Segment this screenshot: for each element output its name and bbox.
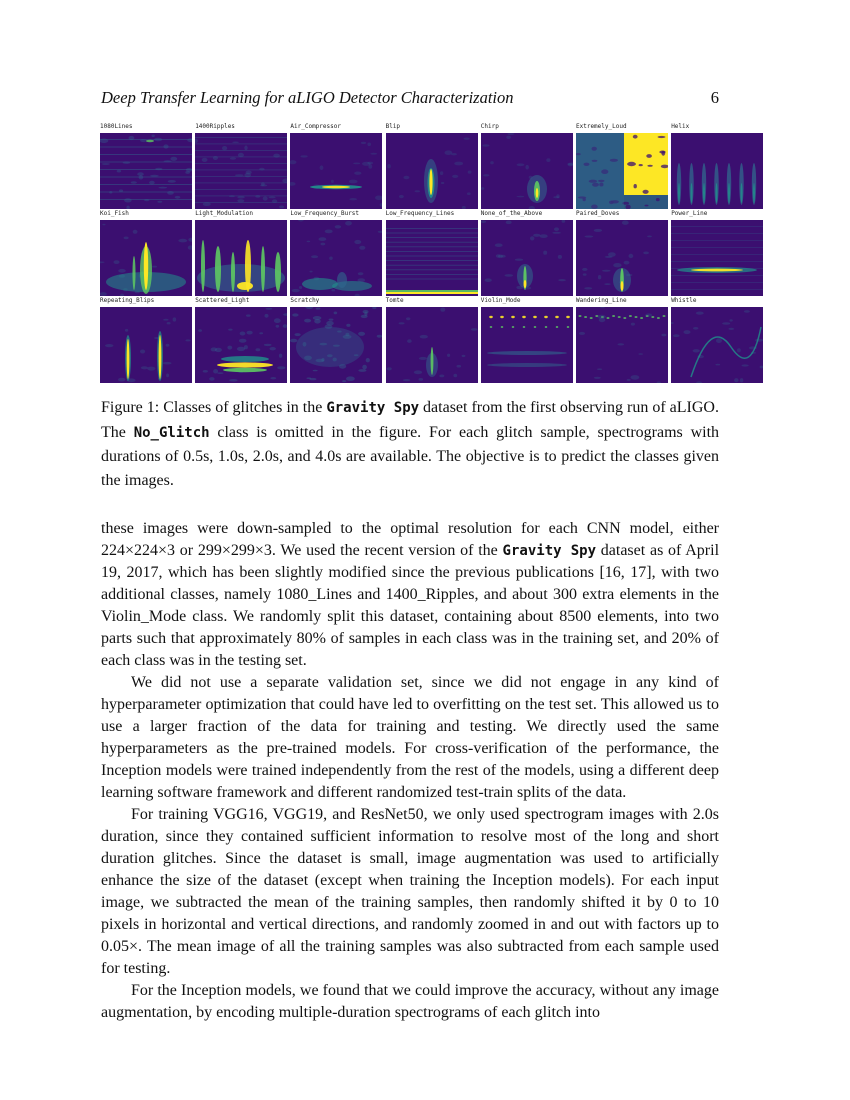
spectrogram-panel (290, 122, 382, 209)
caption-omitted-class: No_Glitch (133, 424, 210, 441)
spectrogram-paired-doves (576, 220, 668, 296)
body-text (101, 518, 719, 1024)
spectrogram-panel (576, 122, 668, 209)
spectrogram-label: Blip (385, 123, 401, 130)
spectrogram-whistle (671, 307, 763, 383)
spectrogram-1400ripples (195, 133, 287, 209)
spectrogram-label: Scratchy (290, 297, 320, 304)
spectrogram-repeating-blips (100, 307, 192, 383)
paragraph-1-b: dataset as of April 19, 2017, which has been slightly modified since the previous publications [16, 17], with two additional classes, namely 1080_Lines and 1400_Ripples, and about 300 extra elements in the Violin_Mode class. We randomly split this dataset, containing about 8500 elements, into two parts such that approximately 80% of samples in each class was in the training set, and 20% of each class was in the testing set. (101, 542, 720, 669)
spectrogram-label: Repeating_Blips (100, 297, 155, 304)
paragraph-1-a: these images were down-sampled to the optimal resolution for each CNN model, either 224×224×3 or 299×299×3. We used the recent version of the (101, 520, 719, 559)
spectrogram-1080lines (100, 133, 192, 209)
spectrogram-label: None_of_the_Above (480, 210, 543, 217)
running-head-title: Deep Transfer Learning for aLIGO Detector Characterization (101, 88, 514, 107)
spectrogram-panel (195, 209, 287, 296)
paragraph-3: For training VGG16, VGG19, and ResNet50, we only used spectrogram images with 2.0s duration, since they contained sufficient information to resolve most of the long and short duration glitches. Since the dataset is small, image augmentation was used to artificially enhance the size of the dataset (except when training the Inception models). For each input image, we subtracted the mean of the training samples, then randomly shifted it by 0 to 10 pixels in horizontal and vertical directions, and randomly zoomed in and out with factors up to 0.05×. The mean image of all the training samples was also subtracted from each sample used for testing. (101, 806, 719, 977)
spectrogram-panel (195, 296, 287, 383)
spectrogram-light-modulation (195, 220, 287, 296)
spectrogram-panel (386, 122, 478, 209)
paragraph-1-dataset-name: Gravity Spy (502, 543, 597, 559)
spectrogram-panel (481, 122, 573, 209)
spectrogram-label: Low_Frequency_Lines (385, 210, 455, 217)
spectrogram-chirp (481, 133, 573, 209)
spectrogram-tomte (386, 307, 478, 383)
spectrogram-panel (100, 296, 192, 383)
spectrogram-label: Light_Modulation (195, 210, 253, 217)
spectrogram-panel (481, 296, 573, 383)
spectrogram-panel (481, 209, 573, 296)
paragraph-1 (101, 518, 719, 672)
spectrogram-label: Whistle (671, 297, 697, 304)
spectrogram-panel (671, 209, 763, 296)
page-number: 6 (710, 88, 719, 107)
spectrogram-violin-mode (481, 307, 573, 383)
running-head (101, 88, 719, 110)
spectrogram-label: 1080Lines (100, 123, 133, 130)
spectrogram-scattered-light (195, 307, 287, 383)
spectrogram-helix (671, 133, 763, 209)
spectrogram-label: Paired_Doves (576, 210, 620, 217)
figure-spectrogram-grid (100, 122, 762, 384)
paragraph-4: For the Inception models, we found that we could improve the accuracy, without any image augmentation, by encoding multiple-duration spectrograms of each glitch into (101, 982, 719, 1021)
caption-dataset-name: Gravity Spy (326, 400, 420, 416)
spectrogram-blip (386, 133, 478, 209)
spectrogram-air-compressor (290, 133, 382, 209)
spectrogram-panel (576, 209, 668, 296)
spectrogram-label: Air_Compressor (290, 123, 341, 130)
spectrogram-panel (386, 209, 478, 296)
spectrogram-scratchy (290, 307, 382, 383)
spectrogram-panel (100, 122, 192, 209)
spectrogram-panel (195, 122, 287, 209)
spectrogram-low-frequency-burst (290, 220, 382, 296)
spectrogram-panel (576, 296, 668, 383)
caption-middle: dataset from the first observing run of aLIGO. The (101, 399, 719, 441)
spectrogram-label: Tomte (385, 297, 404, 304)
spectrogram-power-line (671, 220, 763, 296)
caption-suffix: class is omitted in the figure. For each glitch sample, spectrograms with durations of 0.5s, 1.0s, 2.0s, and 4.0s are available. The objective is to predict the classes given the images. (101, 423, 720, 489)
caption-prefix: Figure 1: Classes of glitches in the (101, 399, 327, 416)
spectrogram-label: Low_Frequency_Burst (290, 210, 360, 217)
spectrogram-label: Wandering_Line (576, 297, 627, 304)
spectrogram-label: Chirp (480, 123, 499, 130)
spectrogram-label: Helix (671, 123, 690, 130)
spectrogram-panel (386, 296, 478, 383)
spectrogram-label: Koi_Fish (100, 210, 129, 217)
spectrogram-label: Extremely_Loud (576, 123, 627, 130)
figure-caption (101, 396, 719, 492)
spectrogram-label: Power_Line (671, 210, 708, 217)
spectrogram-panel (671, 122, 763, 209)
spectrogram-label: 1400Ripples (195, 123, 235, 130)
spectrogram-wandering-line (576, 307, 668, 383)
spectrogram-panel (290, 209, 382, 296)
spectrogram-panel (290, 296, 382, 383)
spectrogram-koi-fish (100, 220, 192, 296)
spectrogram-label: Violin_Mode (480, 297, 521, 304)
spectrogram-none-of-the-above (481, 220, 573, 296)
spectrogram-low-frequency-lines (386, 220, 478, 296)
spectrogram-panel (100, 209, 192, 296)
spectrogram-panel (671, 296, 763, 383)
paragraph-2: We did not use a separate validation set, since we did not engage in any kind of hyperparameter optimization that could have led to overfitting on the test set. This allowed us to use a larger fraction of the data for training and testing. We directly used the same hyperparameters as the pre-trained models. For cross-verification of the performance, the Inception models were trained independently from the rest of the models, using a different deep learning software framework and different randomized test-train splits of the data. (101, 674, 719, 801)
spectrogram-extremely-loud (576, 133, 668, 209)
spectrogram-label: Scattered_Light (195, 297, 250, 304)
